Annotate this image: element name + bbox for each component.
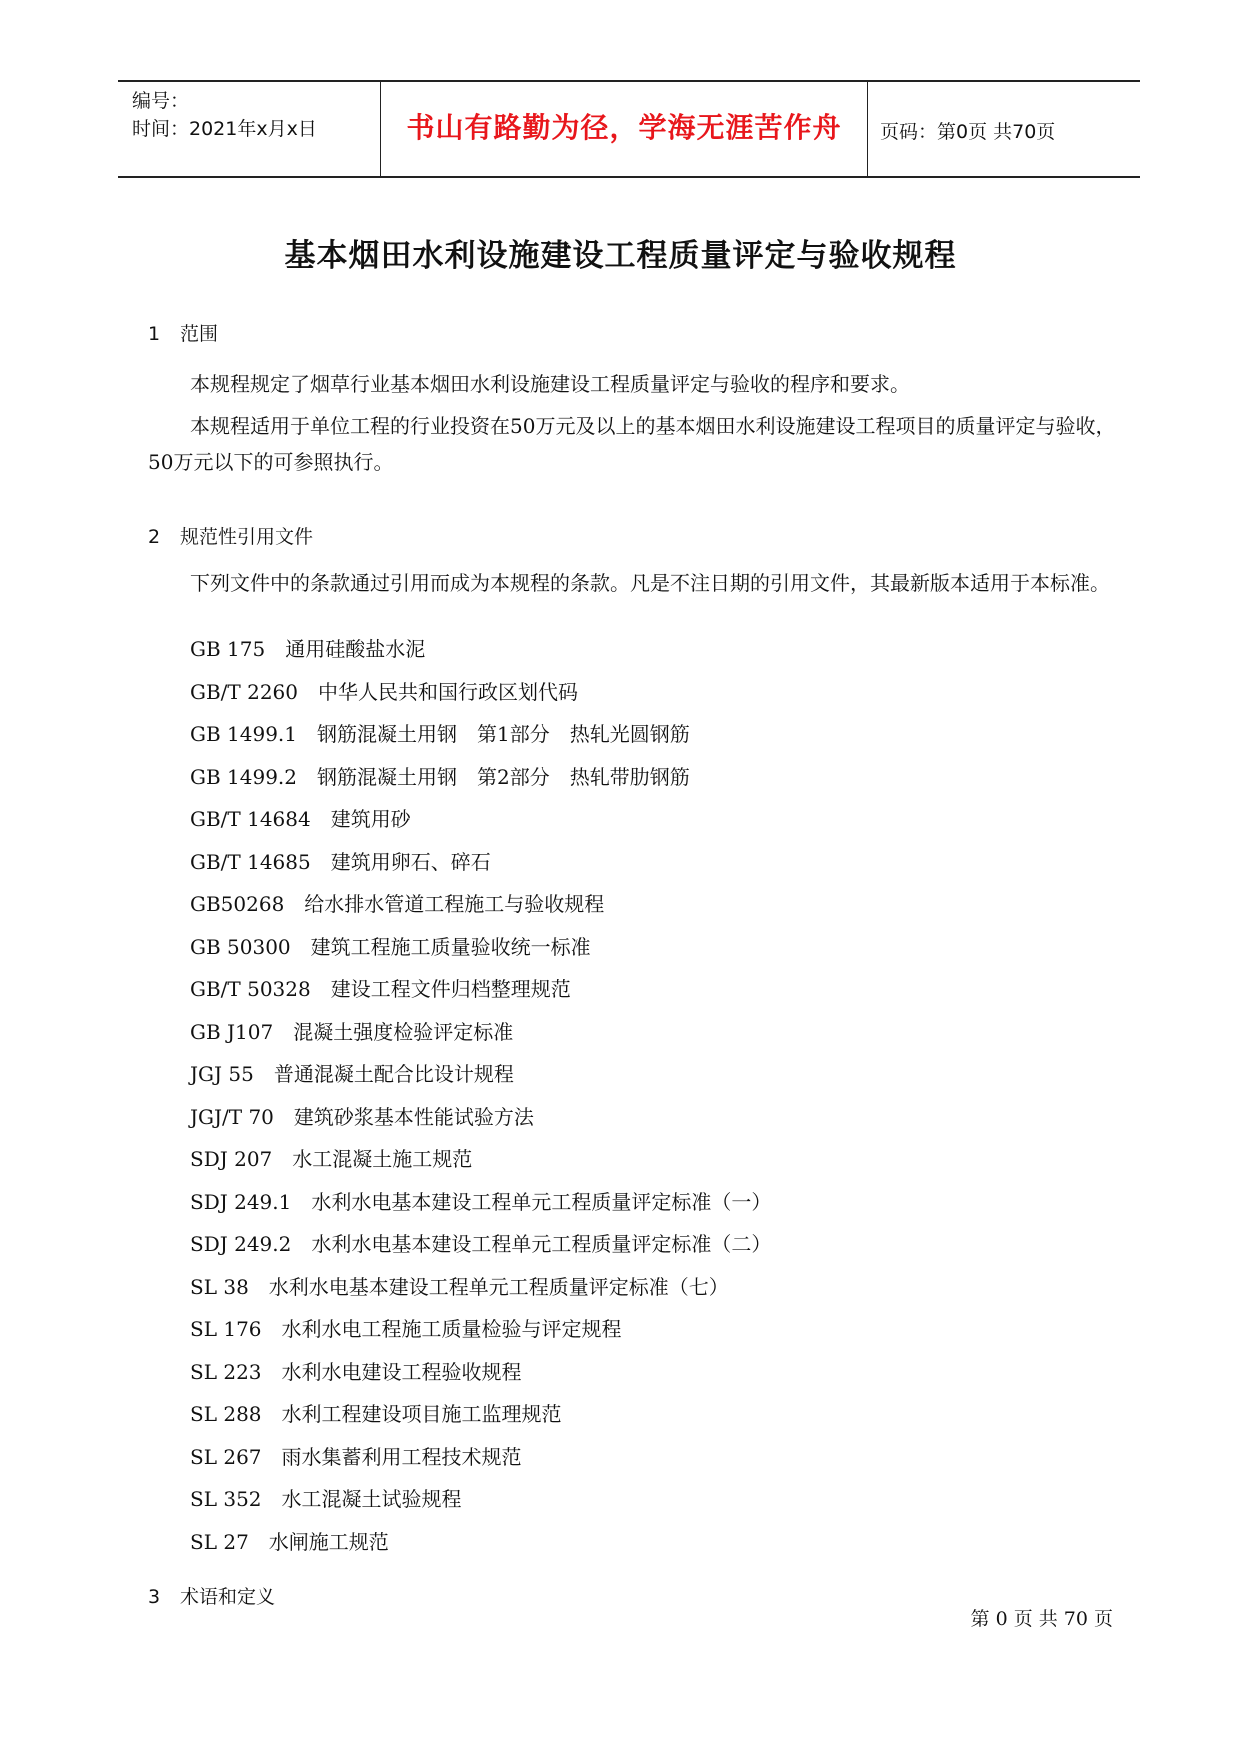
reference-title: 建筑用砂 <box>330 807 411 831</box>
section-heading-terms <box>148 1582 275 1609</box>
section-title: 规范性引用文件 <box>180 526 314 548</box>
reference-code: SL 288 <box>190 1402 262 1426</box>
reference-title: 建筑用卵石、碎石 <box>330 849 491 874</box>
reference-code: GB50268 <box>190 892 285 916</box>
reference-title: 水利水电基本建设工程单元工程质量评定标准（一） <box>311 1189 772 1214</box>
reference-title: 水利工程建设项目施工监理规范 <box>281 1402 562 1426</box>
reference-item <box>190 1271 729 1300</box>
header-page-code: 页码：第0页 共70页 <box>880 121 1056 143</box>
reference-title: 水利水电基本建设工程单元工程质量评定标准（二） <box>311 1232 772 1256</box>
reference-title: 雨水集蓄利用工程技术规范 <box>281 1444 522 1469</box>
reference-title: 钢筋混凝土用钢 第1部分 热轧光圆钢筋 <box>317 722 690 746</box>
reference-code: GB 175 <box>190 637 266 661</box>
reference-item <box>190 676 578 705</box>
reference-code: GB 1499.1 <box>190 722 298 746</box>
reference-title: 水利水电工程施工质量检验与评定规程 <box>281 1317 622 1341</box>
reference-title: 普通混凝土配合比设计规程 <box>273 1062 514 1086</box>
reference-code: GB 50300 <box>190 934 291 959</box>
reference-code: GB 1499.2 <box>190 764 298 789</box>
header-meta-cell <box>118 82 380 176</box>
reference-item <box>190 1441 522 1470</box>
section-title: 范围 <box>180 323 219 345</box>
reference-code: GB/T 2260 <box>190 679 299 704</box>
reference-title: 建筑工程施工质量验收统一标准 <box>310 934 591 959</box>
reference-title: 建筑砂浆基本性能试验方法 <box>293 1104 534 1129</box>
section-heading-references <box>148 522 313 549</box>
reference-item <box>190 846 491 875</box>
page-footer: 第 0 页 共 70 页 <box>970 1608 1113 1630</box>
header-motto-cell <box>380 82 868 176</box>
reference-code: JGJ/T 70 <box>190 1104 274 1129</box>
reference-code: SDJ 207 <box>190 1147 273 1171</box>
reference-item <box>190 761 690 790</box>
reference-title: 钢筋混凝土用钢 第2部分 热轧带肋钢筋 <box>317 764 690 789</box>
reference-code: GB/T 14684 <box>190 807 311 831</box>
reference-item <box>190 1143 472 1172</box>
section-number: 2 <box>148 526 161 548</box>
reference-code: GB J107 <box>190 1019 274 1044</box>
reference-code: SL 176 <box>190 1317 262 1341</box>
reference-title: 中华人民共和国行政区划代码 <box>318 679 579 704</box>
reference-code: SL 27 <box>190 1529 249 1554</box>
reference-title: 水工混凝土试验规程 <box>281 1487 462 1511</box>
references-intro: 下列文件中的条款通过引用而成为本规程的条款。凡是不注日期的引用文件，其最新版本适用于本标准。 <box>190 571 1110 595</box>
reference-item <box>190 1101 534 1130</box>
section-number: 1 <box>148 323 161 345</box>
reference-code: GB/T 14685 <box>190 849 311 874</box>
reference-code: SL 352 <box>190 1487 262 1511</box>
reference-item <box>190 1016 513 1045</box>
reference-code: SL 38 <box>190 1274 249 1299</box>
reference-code: SDJ 249.2 <box>190 1232 292 1256</box>
reference-item <box>190 1356 522 1385</box>
reference-title: 混凝土强度检验评定标准 <box>293 1019 514 1044</box>
reference-code: GB/T 50328 <box>190 977 311 1001</box>
reference-title: 水工混凝土施工规范 <box>292 1147 473 1171</box>
reference-code: JGJ 55 <box>190 1062 254 1086</box>
scope-paragraph: 本规程适用于单位工程的行业投资在50万元及以上的基本烟田水利设施建设工程项目的质量评定与验收，50万元以下的可参照执行。 <box>148 414 1116 474</box>
reference-title: 建设工程文件归档整理规范 <box>330 977 571 1001</box>
header-page-cell <box>868 82 1140 176</box>
reference-item <box>190 973 571 1002</box>
reference-item <box>190 1228 771 1257</box>
reference-item <box>190 1313 622 1342</box>
reference-code: SL 267 <box>190 1444 262 1469</box>
reference-title: 水闸施工规范 <box>268 1529 389 1554</box>
scope-paragraph: 本规程规定了烟草行业基本烟田水利设施建设工程质量评定与验收的程序和要求。 <box>190 372 910 396</box>
reference-item <box>190 888 604 917</box>
reference-title: 水利水电建设工程验收规程 <box>281 1359 522 1384</box>
page-header <box>118 80 1140 178</box>
reference-code: SDJ 249.1 <box>190 1189 292 1214</box>
reference-item <box>190 1483 462 1512</box>
reference-item <box>190 803 411 832</box>
document-title: 基本烟田水利设施建设工程质量评定与验收规程 <box>284 238 957 274</box>
document-number-label: 编号： <box>132 90 190 112</box>
reference-item <box>190 718 690 747</box>
reference-title: 给水排水管道工程施工与验收规程 <box>304 892 605 916</box>
reference-item <box>190 1186 771 1215</box>
reference-item <box>190 633 425 662</box>
reference-title: 通用硅酸盐水泥 <box>285 637 426 661</box>
header-motto: 书山有路勤为径，学海无涯苦作舟 <box>406 111 842 144</box>
reference-code: SL 223 <box>190 1359 262 1384</box>
reference-title: 水利水电基本建设工程单元工程质量评定标准（七） <box>268 1274 729 1299</box>
reference-item <box>190 931 591 960</box>
document-date-label: 时间：2021年x月x日 <box>132 118 317 140</box>
reference-item <box>190 1398 562 1427</box>
reference-item <box>190 1526 389 1555</box>
section-heading-scope <box>148 319 218 346</box>
reference-item <box>190 1058 514 1087</box>
section-number: 3 <box>148 1586 161 1608</box>
section-title: 术语和定义 <box>180 1586 276 1608</box>
